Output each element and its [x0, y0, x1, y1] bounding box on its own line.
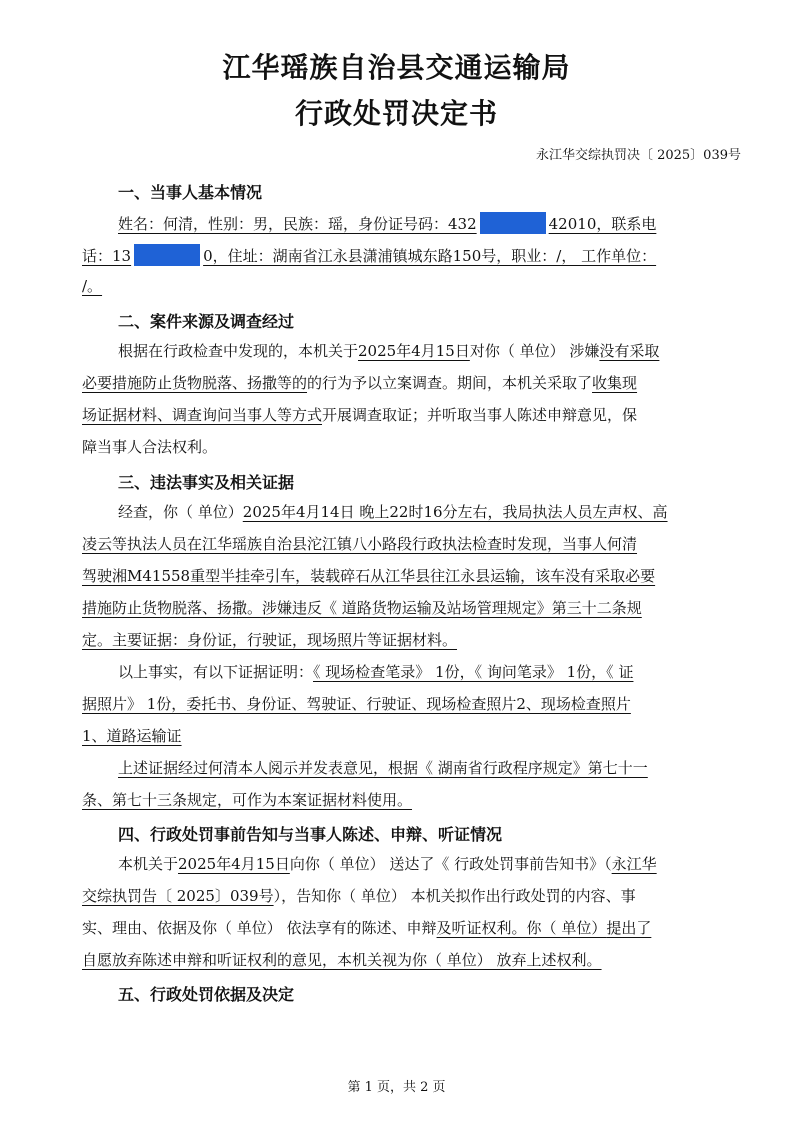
facts-line-5: 定。主要证据：身份证，行驶证，现场照片等证据材料。 [82, 631, 458, 649]
case-source-line-4: 障当事人合法权利。 [82, 438, 218, 456]
page-number: 第 1 页，共 2 页 [347, 1080, 446, 1095]
section-heading-facts-evidence: 三、违法事实及相关证据 [118, 473, 295, 492]
party-info-line-2: 话：13 0，住址：湖南省江永县潇浦镇城东路150号，职业：/， 工作单位： [82, 244, 750, 266]
section-heading-prior-notice: 四、行政处罚事前告知与当事人陈述、申辩、听证情况 [118, 825, 503, 844]
facts-line-1: 经查，你（ 单位）2025年4月14日 晚上22时16分左右，我局执法人员左声权、高 [118, 503, 668, 521]
case-source-line-1: 根据在行政检查中发现的，本机关于2025年4月15日对你（ 单位） 涉嫌没有采取 [118, 342, 660, 360]
party-info-line-3: /。 [82, 277, 103, 295]
evidence-line-3: 1、道路运输证 [82, 727, 182, 745]
evidence-line-2: 据照片》 1份，委托书、身份证、驾驶证、行驶证、现场检查照片2、现场检查照片 [82, 695, 631, 713]
facts-line-3: 驾驶湘M41558重型半挂牵引车，装载碎石从江华县往江永县运输，该车没有采取必要 [82, 567, 656, 585]
document-number: 永江华交综执罚决〔 2025〕039号 [535, 148, 741, 163]
document-title: 行政处罚决定书 [294, 97, 498, 130]
case-source-line-2: 必要措施防止货物脱落、扬撒等的的行为予以立案调查。期间，本机关采取了收集现 [82, 374, 638, 392]
agency-title: 江华瑶族自治县交通运输局 [222, 51, 571, 84]
facts-line-2: 凌云等执法人员在江华瑶族自治县沱江镇八小路段行政执法检查时发现，当事人何清 [82, 535, 638, 553]
redaction-box [480, 212, 546, 234]
notice-line-3: 实、理由、依据及你（ 单位） 依法享有的陈述、申辩及听证权利。你（ 单位）提出了 [82, 919, 652, 937]
notice-line-1: 本机关于2025年4月15日向你（ 单位） 送达了《 行政处罚事前告知书》（永江华 [118, 855, 657, 873]
notice-line-2: 交综执罚告〔 2025〕039号），告知你（ 单位） 本机关拟作出行政处罚的内容、事 [82, 887, 636, 905]
evidence-review-line-2: 条、第七十三条规定，可作为本案证据材料使用。 [82, 791, 413, 809]
notice-line-4: 自愿放弃陈述申辩和听证权利的意见，本机关视为你（ 单位） 放弃上述权利。 [82, 951, 602, 969]
evidence-review-line-1: 上述证据经过何清本人阅示并发表意见，根据《 湖南省行政程序规定》第七十一 [118, 759, 648, 777]
section-heading-penalty-basis: 五、行政处罚依据及决定 [118, 985, 295, 1004]
redaction-box [134, 244, 200, 266]
case-source-line-3: 场证据材料、调查询问当事人等方式开展调查取证；并听取当事人陈述申辩意见，保 [82, 406, 638, 424]
section-heading-case-source: 二、案件来源及调查经过 [118, 312, 295, 331]
facts-line-4: 措施防止货物脱落、扬撒。涉嫌违反《 道路货物运输及站场管理规定》第三十二条规 [82, 599, 642, 617]
section-heading-party-info: 一、当事人基本情况 [118, 183, 263, 202]
evidence-line-1: 以上事实，有以下证据证明：《 现场检查笔录》 1份，《 询问笔录》 1份，《 证 [118, 663, 634, 681]
party-info-line-1: 姓名：何清，性别：男，民族：瑶，身份证号码：432 42010，联系电 [118, 212, 750, 234]
